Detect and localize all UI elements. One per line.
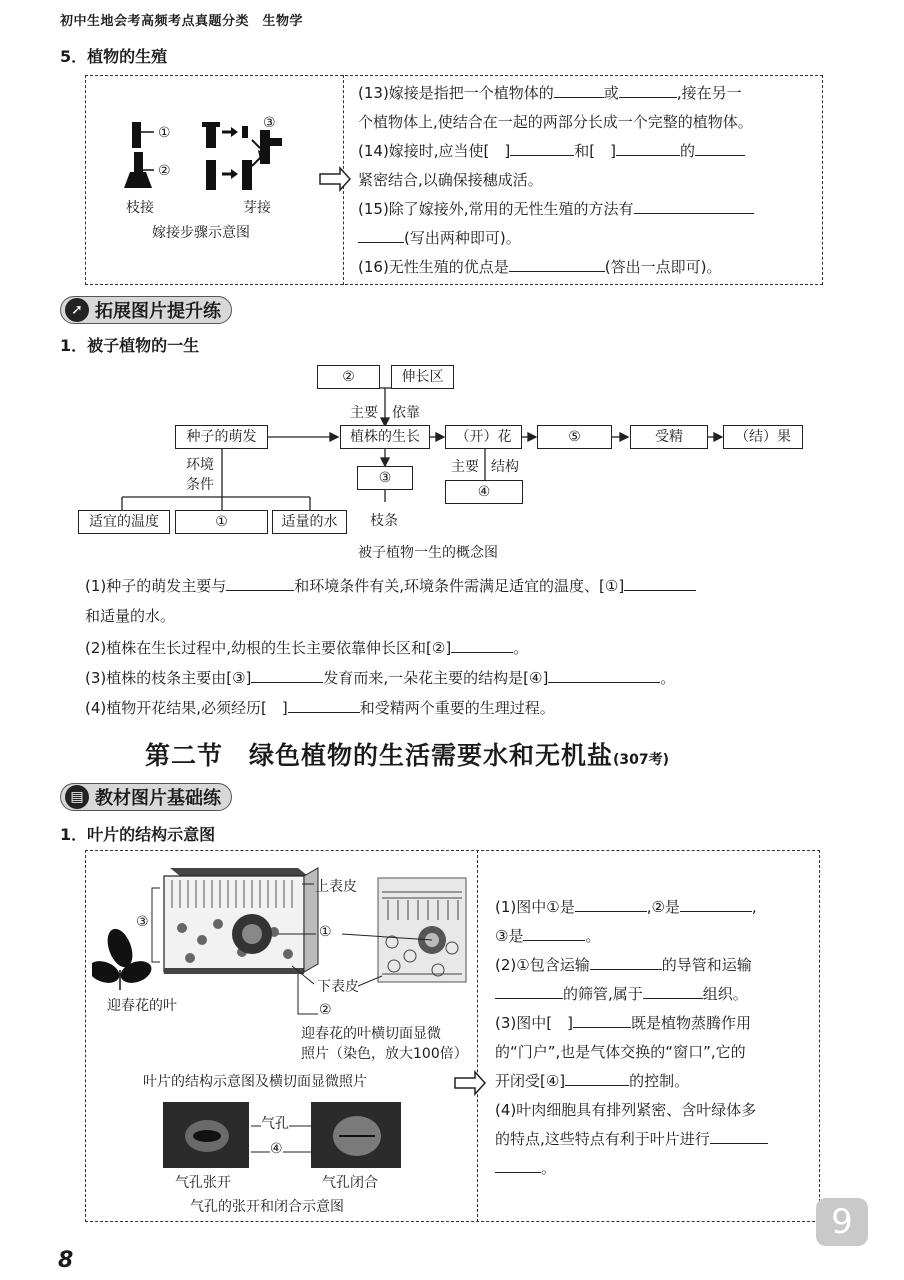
blank[interactable] xyxy=(590,954,662,970)
question-13-line2: 个植物体上,使结合在一起的两部分长成一个完整的植物体。 xyxy=(358,113,753,131)
grafting-questions xyxy=(358,79,816,282)
blank[interactable] xyxy=(554,82,604,98)
page-number: 8 xyxy=(58,1248,74,1273)
pointer-arrow-icon xyxy=(318,166,352,192)
caption-branch-graft: 枝接 xyxy=(126,200,154,216)
concept-box-5: ⑤ xyxy=(537,425,612,449)
caption-micrograph-line2: 照片（染色，放大100倍） xyxy=(301,1046,468,1062)
leaf-label-2: ② xyxy=(319,1002,332,1018)
leaf-question-1: (1)图中①是 ,②是 , xyxy=(495,898,757,916)
label-rely-on: 依靠 xyxy=(392,405,420,421)
grafting-diagram-caption: 嫁接步骤示意图 xyxy=(152,225,250,241)
blank[interactable] xyxy=(226,575,294,591)
concept-box-fruiting: （结）果 xyxy=(723,425,803,449)
graft-label-3: ③ xyxy=(263,115,276,131)
caption-jasmine-leaf: 迎春花的叶 xyxy=(107,998,177,1014)
angiosperm-question-1: (1)种子的萌发主要与 和环境条件有关,环境条件需满足适宜的温度、[①] xyxy=(85,575,696,596)
leaf-question-4: (4)叶肉细胞具有排列紧密、含叶绿体多 xyxy=(495,1101,757,1119)
section-heading-plant-reproduction: 5．植物的生殖 xyxy=(60,47,168,66)
graft-label-2: ② xyxy=(158,163,171,179)
concept-box-fertilization: 受精 xyxy=(630,425,708,449)
blank[interactable] xyxy=(565,1070,629,1086)
blank[interactable] xyxy=(288,697,360,713)
label-main: 主要 xyxy=(451,459,479,475)
section-heading-leaf-structure: 1．叶片的结构示意图 xyxy=(60,825,216,844)
pointer-arrow-icon xyxy=(453,1070,487,1096)
concept-box-1: ① xyxy=(175,510,268,534)
leaf-block-3d xyxy=(164,868,318,974)
leaf-question-3: (3)图中[ ] 既是植物蒸腾作用 xyxy=(495,1014,751,1032)
question-14: (14)嫁接时,应当使[ ] 和[ ] 的 xyxy=(358,137,816,166)
banner-textbook-practice: ▤ 教材图片基础练 xyxy=(60,783,232,811)
label-mainly: 主要 xyxy=(350,405,378,421)
leaf-question-4-line3: 。 xyxy=(495,1154,813,1183)
blank[interactable] xyxy=(680,896,752,912)
blank[interactable] xyxy=(451,637,513,653)
bud-graft-illustration xyxy=(202,122,282,190)
leaf-label-4: ④ xyxy=(270,1141,283,1157)
blank[interactable] xyxy=(695,140,745,156)
chapter-title: 第二节 绿色植物的生活需要水和无机盐(307考) xyxy=(145,741,670,770)
leaf-question-3-line2: 的“门户”,也是气体交换的“窗口”,它的 xyxy=(495,1043,746,1061)
blank[interactable] xyxy=(251,667,323,683)
leaf-box-divider xyxy=(477,850,478,1222)
question-15: (15)除了嫁接外,常用的无性生殖的方法有 xyxy=(358,195,816,224)
micrograph xyxy=(378,878,466,982)
concept-box-plant-growth: 植株的生长 xyxy=(340,425,430,449)
question-15-line2: (写出两种即可)。 xyxy=(358,224,816,253)
blank[interactable] xyxy=(710,1128,768,1144)
blank[interactable] xyxy=(634,198,754,214)
branch-graft-illustration xyxy=(124,122,154,188)
concept-box-4: ④ xyxy=(445,480,523,504)
angiosperm-question-2: (2)植株在生长过程中,幼根的生长主要依靠伸长区和[②] 。 xyxy=(85,639,529,657)
leaf-question-1-line2: ③是 。 xyxy=(495,927,601,945)
caption-micrograph-line1: 迎春花的叶横切面显微 xyxy=(301,1026,441,1042)
section-heading-angiosperm-life: 1．被子植物的一生 xyxy=(60,336,200,355)
blank[interactable] xyxy=(510,140,574,156)
concept-box-germination: 种子的萌发 xyxy=(175,425,268,449)
label-conditions: 条件 xyxy=(186,477,214,493)
concept-box-3: ③ xyxy=(357,466,413,490)
grafting-diagram xyxy=(110,110,320,200)
blank[interactable] xyxy=(624,575,696,591)
concept-box-elongation-zone: 伸长区 xyxy=(391,365,454,389)
label-branch: 枝条 xyxy=(370,513,398,529)
label-lower-epidermis: 下表皮 xyxy=(317,979,359,995)
leaf-question-3-line3: 开闭受[④] 的控制。 xyxy=(495,1072,690,1090)
caption-bud-graft: 芽接 xyxy=(243,200,271,216)
leaf-question-4-line2: 的特点,这些特点有利于叶片进行 xyxy=(495,1125,813,1154)
blank[interactable] xyxy=(509,256,605,272)
caption-stoma-open: 气孔张开 xyxy=(175,1175,231,1191)
question-13: (13)嫁接是指把一个植物体的 或 ,接在另一 xyxy=(358,84,742,102)
concept-box-2: ② xyxy=(317,365,380,389)
book-icon: ▤ xyxy=(65,785,89,809)
blank[interactable] xyxy=(495,983,563,999)
label-stoma: 气孔 xyxy=(261,1113,289,1133)
leaf-diagram-caption: 叶片的结构示意图及横切面显微照片 xyxy=(143,1074,367,1090)
question-14-line2: 紧密结合,以确保接穗成活。 xyxy=(358,171,543,189)
blank[interactable] xyxy=(643,983,703,999)
leaf-questions xyxy=(495,893,813,1183)
label-environment: 环境 xyxy=(186,457,214,473)
chapter-tab-badge: 9 xyxy=(816,1198,868,1246)
exam-count-note: (307考) xyxy=(613,752,670,768)
angiosperm-question-4: (4)植物开花结果,必须经历[ ] 和受精两个重要的生理过程。 xyxy=(85,699,555,717)
blank[interactable] xyxy=(619,82,677,98)
blank[interactable] xyxy=(358,227,404,243)
blank[interactable] xyxy=(548,667,660,683)
leaf-question-2-line2: 的筛管,属于 组织。 xyxy=(495,980,813,1009)
blank[interactable] xyxy=(523,925,585,941)
concept-box-temperature: 适宜的温度 xyxy=(78,510,170,534)
graft-label-1: ① xyxy=(158,125,171,141)
angiosperm-question-3: (3)植株的枝条主要由[③] 发育而来,一朵花主要的结构是[④] 。 xyxy=(85,669,676,687)
label-upper-epidermis: 上表皮 xyxy=(315,879,357,895)
leaf-question-2: (2)①包含运输 的导管和运输 xyxy=(495,956,752,974)
label-structure: 结构 xyxy=(491,459,519,475)
leaf-label-3: ③ xyxy=(136,914,149,930)
concept-map-caption: 被子植物一生的概念图 xyxy=(358,545,498,561)
banner-extension-practice: ➚ 拓展图片提升练 xyxy=(60,296,232,324)
angiosperm-question-1-line2: 和适量的水。 xyxy=(85,607,176,625)
concept-box-flowering: （开）花 xyxy=(445,425,522,449)
blank[interactable] xyxy=(575,896,647,912)
running-header: 初中生地会考高频考点真题分类 生物学 xyxy=(60,14,304,29)
blank[interactable] xyxy=(573,1012,631,1028)
blank[interactable] xyxy=(616,140,680,156)
question-16: (16)无性生殖的优点是 (答出一点即可)。 xyxy=(358,258,722,276)
stomata-caption: 气孔的张开和闭合示意图 xyxy=(190,1199,344,1215)
leaf-label-1: ① xyxy=(319,924,332,940)
concept-box-water: 适量的水 xyxy=(272,510,347,534)
blank[interactable] xyxy=(495,1157,541,1173)
caption-stoma-closed: 气孔闭合 xyxy=(322,1175,378,1191)
jasmine-leaf-icon xyxy=(92,925,154,990)
arrow-icon: ➚ xyxy=(65,298,89,322)
